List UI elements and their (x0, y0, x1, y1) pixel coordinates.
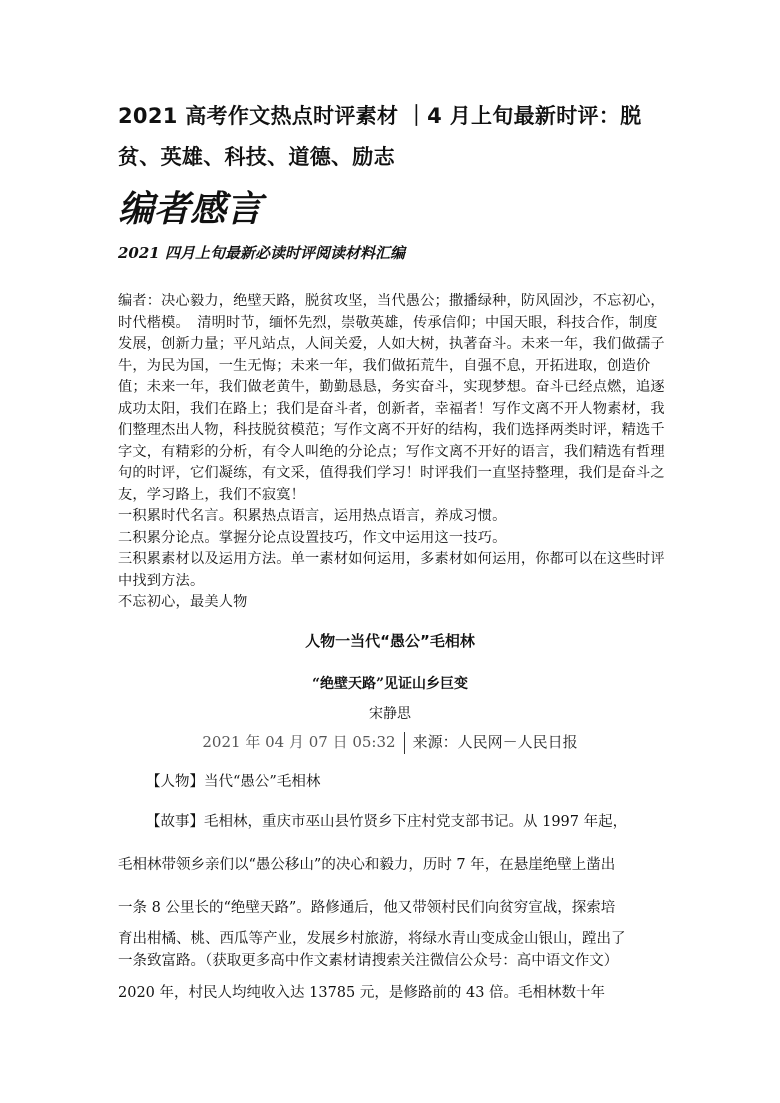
editor-paragraph: 编者：决心毅力，绝壁天路，脱贫攻坚，当代愚公；撒播绿种，防风固沙，不忘初心，时代楷模。 清明时节，缅怀先烈，崇敬英雄，传承信仰；中国天眼，科技合作，制度发展，创新力量；平凡站点，人间关爱，人如大树，执著奋斗。未来一年，我们做孺子牛，为民为国，一生无悔；未来一年，我们做拓荒牛，自强不息，开拓进取，创造价值；未来一年，我们做老黄牛，勤勤恳恳，务实奋斗，实现梦想。奋斗已经点燃，追逐成功太阳，我们在路上；我们是奋斗者，创新者，幸福者！写作文离不开人物素材，我们整理杰出人物，科技脱贫模范；写作文离不开好的结构，我们选择两类时评，精选千字文，有精彩的分析，有令人叫绝的分论点；写作文离不开好的语言，我们精选有哲理句的时评，它们凝练，有文采，值得我们学习！时评我们一直坚持整理，我们是奋斗之友，学习路上，我们不寂寞！ (118, 293, 665, 503)
article-title: “绝壁天路”见证山乡巨变 (311, 676, 469, 692)
editor-notes (118, 291, 666, 614)
story-line: 【故事】毛相林，重庆市巫山县竹贤乡下庄村党支部书记。从 1997 年起， (146, 814, 628, 830)
editor-heading: 编者感言 (118, 188, 263, 230)
people-line: 【人物】当代“愚公”毛相林 (146, 774, 321, 790)
article-date: 2021 年 04 月 07 日 05:32 (202, 733, 396, 751)
document-subtitle: 2021 四月上旬最新必读时评阅读材料汇编 (118, 244, 405, 262)
article-author: 宋静思 (369, 706, 411, 722)
story-line: 育出柑橘、桃、西瓜等产业，发展乡村旅游，将绿水青山变成金山银山，蹚出了 (118, 931, 626, 947)
article-category: 人物一当代“愚公”毛相林 (305, 632, 475, 650)
editor-point-two: 二积累分论点。掌握分论点设置技巧，作文中运用这一技巧。 (118, 529, 507, 546)
editor-point-one: 一积累时代名言。积累热点语言，运用热点语言，养成习惯。 (118, 508, 507, 524)
story-line: 2020 年，村民人均纯收入达 13785 元，是修路前的 43 倍。毛相林数十年 (118, 985, 606, 1001)
story-line: 一条 8 公里长的“绝壁天路”。路修通后，他又带领村民们向贫穷宣战，探索培 (118, 900, 616, 916)
story-paragraph (118, 812, 663, 1009)
section-label: 不忘初心，最美人物 (118, 594, 248, 610)
document-title: 2021 高考作文热点时评素材 ｜4 月上旬最新时评：脱贫、英雄、科技、道德、励志 (118, 104, 642, 169)
story-line: 毛相林带领乡亲们以“愚公移山”的决心和毅力，历时 7 年，在悬崖绝壁上凿出 (118, 857, 616, 873)
editor-point-three: 三积累素材以及运用方法。单一素材如何运用，多素材如何运用，你都可以在这些时评中找到方法。 (118, 551, 665, 589)
article-meta (0, 731, 780, 754)
article-source: 来源：人民网－人民日报 (412, 733, 578, 751)
story-line: 一条致富路。（获取更多高中作文素材请搜索关注微信公众号：高中语文作文） (118, 953, 619, 969)
meta-divider (404, 732, 405, 754)
